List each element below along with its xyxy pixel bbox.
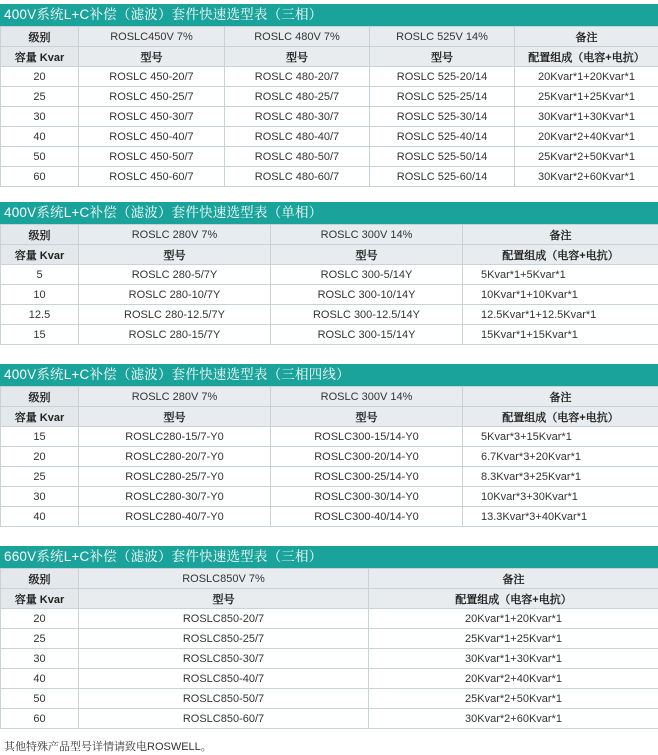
table-row — [1, 87, 658, 107]
table-row — [1, 107, 658, 127]
header-row-level — [1, 225, 658, 245]
model-cell: ROSLC300-40/14-Y0 — [271, 507, 463, 527]
remarks-header: 备注 — [463, 225, 658, 245]
header-row-capacity — [1, 407, 658, 427]
selection-table — [0, 224, 658, 345]
table-row — [1, 285, 658, 305]
config-cell: 25Kvar*2+50Kvar*1 — [369, 689, 658, 709]
model-cell: ROSLC 525-30/14 — [370, 107, 515, 127]
config-header: 配置组成（电容+电抗） — [369, 589, 658, 609]
selection-table — [0, 386, 658, 527]
header-row-capacity — [1, 589, 658, 609]
capacity-cell: 40 — [1, 669, 79, 689]
model-cell: ROSLC 480-20/7 — [225, 67, 370, 87]
model-header: 型号 — [271, 245, 463, 265]
model-cell: ROSLC280-20/7-Y0 — [79, 447, 271, 467]
footnote: 其他特殊产品型号详情请致电ROSWELL。 — [4, 741, 212, 753]
table-row — [1, 67, 658, 87]
config-cell: 25Kvar*1+25Kvar*1 — [515, 87, 658, 107]
selection-table — [0, 26, 658, 187]
config-header: 配置组成（电容+电抗） — [463, 245, 658, 265]
level-label: 级别 — [1, 569, 79, 589]
model-cell: ROSLC 450-40/7 — [79, 127, 225, 147]
model-header: 型号 — [79, 47, 225, 67]
capacity-label: 容量 Kvar — [1, 407, 79, 427]
model-header: 型号 — [271, 407, 463, 427]
series-header: ROSLC 300V 14% — [271, 225, 463, 245]
section-400v-three-phase-four-wire — [0, 364, 658, 527]
config-cell: 6.7Kvar*3+20Kvar*1 — [463, 447, 658, 467]
capacity-label: 容量 Kvar — [1, 47, 79, 67]
selection-table — [0, 568, 658, 729]
header-row-level — [1, 27, 658, 47]
model-cell: ROSLC300-15/14-Y0 — [271, 427, 463, 447]
capacity-cell: 50 — [1, 147, 79, 167]
model-cell: ROSLC 280-12.5/7Y — [79, 305, 271, 325]
capacity-cell: 25 — [1, 467, 79, 487]
config-cell: 30Kvar*1+30Kvar*1 — [369, 649, 658, 669]
table-row — [1, 487, 658, 507]
model-header: 型号 — [225, 47, 370, 67]
model-cell: ROSLC 300-12.5/14Y — [271, 305, 463, 325]
section-title: 400V系统L+C补偿（滤波）套件快速选型表（三相） — [0, 4, 658, 26]
config-header: 配置组成（电容+电抗） — [515, 47, 658, 67]
table-row — [1, 629, 658, 649]
model-cell: ROSLC 525-60/14 — [370, 167, 515, 187]
capacity-label: 容量 Kvar — [1, 589, 79, 609]
series-header: ROSLC450V 7% — [79, 27, 225, 47]
config-cell: 20Kvar*1+20Kvar*1 — [369, 609, 658, 629]
capacity-cell: 30 — [1, 487, 79, 507]
model-cell: ROSLC 300-15/14Y — [271, 325, 463, 345]
section-title: 660V系统L+C补偿（滤波）套件快速选型表（三相） — [0, 546, 658, 568]
header-row-capacity — [1, 245, 658, 265]
model-cell: ROSLC 480-30/7 — [225, 107, 370, 127]
config-cell: 20Kvar*1+20Kvar*1 — [515, 67, 658, 87]
model-cell: ROSLC 525-40/14 — [370, 127, 515, 147]
remarks-header: 备注 — [463, 387, 658, 407]
series-header: ROSLC 525V 14% — [370, 27, 515, 47]
config-cell: 30Kvar*2+60Kvar*1 — [369, 709, 658, 729]
table-row — [1, 325, 658, 345]
model-cell: ROSLC280-40/7-Y0 — [79, 507, 271, 527]
config-cell: 13.3Kvar*3+40Kvar*1 — [463, 507, 658, 527]
model-cell: ROSLC850-50/7 — [79, 689, 369, 709]
model-cell: ROSLC 300-5/14Y — [271, 265, 463, 285]
config-cell: 10Kvar*1+10Kvar*1 — [463, 285, 658, 305]
capacity-cell: 30 — [1, 107, 79, 127]
table-row — [1, 507, 658, 527]
table-row — [1, 467, 658, 487]
capacity-cell: 5 — [1, 265, 79, 285]
table-row — [1, 167, 658, 187]
series-header: ROSLC 280V 7% — [79, 225, 271, 245]
level-label: 级别 — [1, 27, 79, 47]
capacity-cell: 10 — [1, 285, 79, 305]
model-cell: ROSLC280-30/7-Y0 — [79, 487, 271, 507]
capacity-cell: 40 — [1, 127, 79, 147]
capacity-cell: 20 — [1, 609, 79, 629]
model-cell: ROSLC280-15/7-Y0 — [79, 427, 271, 447]
model-cell: ROSLC300-20/14-Y0 — [271, 447, 463, 467]
model-cell: ROSLC 480-40/7 — [225, 127, 370, 147]
model-cell: ROSLC280-25/7-Y0 — [79, 467, 271, 487]
model-cell: ROSLC 450-20/7 — [79, 67, 225, 87]
table-row — [1, 265, 658, 285]
config-cell: 30Kvar*1+30Kvar*1 — [515, 107, 658, 127]
capacity-cell: 15 — [1, 325, 79, 345]
model-header: 型号 — [79, 589, 369, 609]
model-cell: ROSLC300-30/14-Y0 — [271, 487, 463, 507]
model-cell: ROSLC 280-10/7Y — [79, 285, 271, 305]
model-cell: ROSLC 525-20/14 — [370, 67, 515, 87]
config-header: 配置组成（电容+电抗） — [463, 407, 658, 427]
table-row — [1, 305, 658, 325]
capacity-cell: 40 — [1, 507, 79, 527]
model-cell: ROSLC 480-50/7 — [225, 147, 370, 167]
capacity-cell: 30 — [1, 649, 79, 669]
config-cell: 20Kvar*2+40Kvar*1 — [515, 127, 658, 147]
config-cell: 25Kvar*1+25Kvar*1 — [369, 629, 658, 649]
model-header: 型号 — [79, 407, 271, 427]
config-cell: 5Kvar*1+5Kvar*1 — [463, 265, 658, 285]
capacity-cell: 25 — [1, 629, 79, 649]
model-cell: ROSLC 525-50/14 — [370, 147, 515, 167]
table-row — [1, 127, 658, 147]
model-cell: ROSLC 450-25/7 — [79, 87, 225, 107]
capacity-cell: 12.5 — [1, 305, 79, 325]
series-header: ROSLC 480V 7% — [225, 27, 370, 47]
section-400v-single-phase — [0, 202, 658, 345]
model-cell: ROSLC 300-10/14Y — [271, 285, 463, 305]
capacity-cell: 15 — [1, 427, 79, 447]
capacity-cell: 50 — [1, 689, 79, 709]
remarks-header: 备注 — [515, 27, 658, 47]
model-cell: ROSLC 280-5/7Y — [79, 265, 271, 285]
section-title: 400V系统L+C补偿（滤波）套件快速选型表（单相） — [0, 202, 658, 224]
table-row — [1, 649, 658, 669]
header-row-capacity — [1, 47, 658, 67]
model-cell: ROSLC850-25/7 — [79, 629, 369, 649]
model-cell: ROSLC 450-50/7 — [79, 147, 225, 167]
table-row — [1, 147, 658, 167]
section-400v-three-phase — [0, 4, 658, 187]
remarks-header: 备注 — [369, 569, 658, 589]
config-cell: 25Kvar*2+50Kvar*1 — [515, 147, 658, 167]
table-row — [1, 669, 658, 689]
config-cell: 30Kvar*2+60Kvar*1 — [515, 167, 658, 187]
model-cell: ROSLC 280-15/7Y — [79, 325, 271, 345]
model-cell: ROSLC 480-25/7 — [225, 87, 370, 107]
capacity-cell: 60 — [1, 167, 79, 187]
header-row-level — [1, 569, 658, 589]
config-cell: 5Kvar*3+15Kvar*1 — [463, 427, 658, 447]
model-cell: ROSLC 525-25/14 — [370, 87, 515, 107]
model-cell: ROSLC 450-30/7 — [79, 107, 225, 127]
model-cell: ROSLC850-20/7 — [79, 609, 369, 629]
section-660v-three-phase — [0, 546, 658, 729]
header-row-level — [1, 387, 658, 407]
capacity-cell: 20 — [1, 67, 79, 87]
model-cell: ROSLC850-40/7 — [79, 669, 369, 689]
table-row — [1, 609, 658, 629]
series-header: ROSLC 280V 7% — [79, 387, 271, 407]
capacity-cell: 60 — [1, 709, 79, 729]
level-label: 级别 — [1, 225, 79, 245]
series-header: ROSLC850V 7% — [79, 569, 369, 589]
config-cell: 8.3Kvar*3+25Kvar*1 — [463, 467, 658, 487]
model-cell: ROSLC850-60/7 — [79, 709, 369, 729]
config-cell: 10Kvar*3+30Kvar*1 — [463, 487, 658, 507]
model-cell: ROSLC 450-60/7 — [79, 167, 225, 187]
model-cell: ROSLC300-25/14-Y0 — [271, 467, 463, 487]
table-row — [1, 427, 658, 447]
table-row — [1, 447, 658, 467]
config-cell: 15Kvar*1+15Kvar*1 — [463, 325, 658, 345]
model-header: 型号 — [79, 245, 271, 265]
series-header: ROSLC 300V 14% — [271, 387, 463, 407]
level-label: 级别 — [1, 387, 79, 407]
model-cell: ROSLC850-30/7 — [79, 649, 369, 669]
section-title: 400V系统L+C补偿（滤波）套件快速选型表（三相四线） — [0, 364, 658, 386]
model-header: 型号 — [370, 47, 515, 67]
config-cell: 12.5Kvar*1+12.5Kvar*1 — [463, 305, 658, 325]
capacity-cell: 25 — [1, 87, 79, 107]
table-row — [1, 689, 658, 709]
table-row — [1, 709, 658, 729]
config-cell: 20Kvar*2+40Kvar*1 — [369, 669, 658, 689]
capacity-label: 容量 Kvar — [1, 245, 79, 265]
model-cell: ROSLC 480-60/7 — [225, 167, 370, 187]
capacity-cell: 20 — [1, 447, 79, 467]
